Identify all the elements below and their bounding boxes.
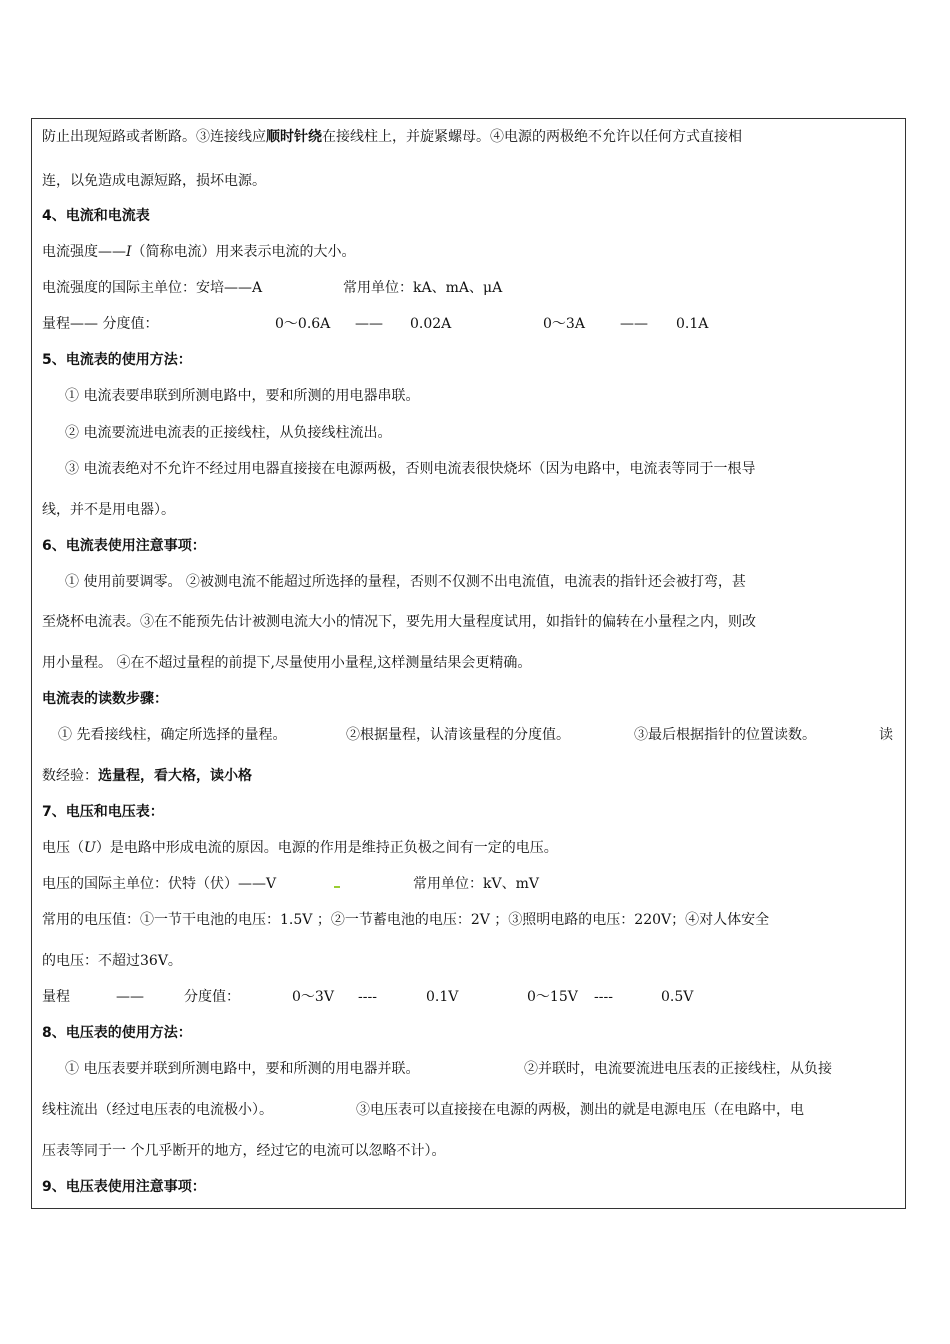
text-line: ① 电流表要串联到所测电路中，要和所测的用电器串联。: [65, 388, 420, 404]
text-line: 电压的国际主单位：伏特（伏）——V: [42, 876, 277, 892]
text-line: [42, 242, 356, 262]
text-line: 量程—— 分度值：: [42, 316, 159, 332]
text-span: ① 先看接线柱，确定所选择的量程。: [58, 727, 287, 743]
text-line: [42, 838, 558, 858]
text-line: [42, 127, 742, 147]
text-line: 连，以免造成电源短路，损坏电源。: [42, 173, 266, 189]
section-heading-6: 6、电流表使用注意事项：: [42, 538, 206, 554]
dash: ----: [358, 989, 377, 1005]
dash: ——: [355, 316, 383, 332]
range-value: 0～3A: [543, 316, 585, 332]
symbol-italic: I: [126, 244, 132, 260]
text-line: ① 电压表要并联到所测电路中，要和所测的用电器并联。: [65, 1061, 420, 1077]
text-line: 线，并不是用电器）。: [42, 502, 175, 518]
text-span: 量程: [42, 989, 70, 1005]
text-span: ②根据量程，认清该量程的分度值。: [346, 727, 570, 743]
text-span: （简称电流）用来表示电流的大小。: [131, 244, 356, 260]
text-span: ③最后根据指针的位置读数。: [634, 727, 816, 743]
text-line: [42, 766, 252, 786]
text-span: 电流强度——: [42, 244, 126, 260]
text-span: 数经验：: [42, 768, 98, 784]
text-line: 至烧杯电流表。③在不能预先估计被测电流大小的情况下，要先用大量程度试用，如指针的偏转在小量程之内，则改: [42, 614, 756, 630]
section-heading-7: 7、电压和电压表：: [42, 804, 164, 820]
text-span: 分度值：: [184, 989, 240, 1005]
text-line: 用小量程。 ④在不超过量程的前提下,尽量使用小量程,这样测量结果会更精确。: [42, 655, 532, 671]
section-heading-9: 9、电压表使用注意事项：: [42, 1179, 206, 1195]
text-span: ③电压表可以直接接在电源的两极，测出的就是电源电压（在电路中，电: [356, 1102, 804, 1118]
range-value: 0～3V: [292, 989, 334, 1005]
symbol-italic: U: [84, 840, 96, 856]
text-line: [42, 278, 262, 298]
bold-text: 顺时针绕: [266, 129, 322, 145]
dash: ——: [116, 989, 144, 1005]
section-heading-5: 5、电流表的使用方法：: [42, 352, 192, 368]
cursor-mark: [334, 886, 340, 888]
text-span: 在接线柱上，并旋紧螺母。④电源的两极绝不允许以任何方式直接相: [322, 129, 742, 145]
division-value: 0.5V: [661, 989, 694, 1005]
range-value: 0～15V: [527, 989, 578, 1005]
text-span: 常用单位：kV、mV: [413, 876, 539, 892]
text-span: 常用单位：kA、mA、μA: [343, 280, 503, 296]
text-span: ②并联时，电流要流进电压表的正接线柱，从负接: [524, 1061, 832, 1077]
text-span: ）是电路中形成电流的原因。电源的作用是维持正负极之间有一定的电压。: [95, 840, 558, 856]
text-line: ③ 电流表绝对不允许不经过用电器直接接在电源两极，否则电流表很快烧坏（因为电路中，电流表等同于一根导: [65, 461, 756, 477]
text-span: 读: [879, 727, 893, 743]
text-span: 防止出现短路或者断路。③连接线应: [42, 129, 266, 145]
section-heading-4: 4、电流和电流表: [42, 208, 150, 224]
text-span: 电压（: [42, 840, 84, 856]
division-value: 0.1V: [426, 989, 459, 1005]
section-heading-8: 8、电压表的使用方法：: [42, 1025, 192, 1041]
text-span: 电流强度的国际主单位：安培——A: [42, 280, 263, 296]
text-line: ② 电流要流进电流表的正接线柱，从负接线柱流出。: [65, 425, 392, 441]
text-line: 的电压：不超过36V。: [42, 953, 182, 969]
dash: ——: [620, 316, 648, 332]
bold-text: 选量程，看大格，读小格: [98, 768, 252, 784]
dash: ----: [594, 989, 613, 1005]
text-line: ① 使用前要调零。 ②被测电流不能超过所选择的量程，否则不仅测不出电流值，电流表的指针还会被打弯，甚: [65, 574, 746, 590]
text-line: 压表等同于一 个几乎断开的地方，经过它的电流可以忽略不计）。: [42, 1143, 446, 1159]
division-value: 0.1A: [676, 316, 709, 332]
text-line: 线柱流出（经过电压表的电流极小）。: [42, 1102, 273, 1118]
range-value: 0～0.6A: [275, 316, 331, 332]
section-heading-reading: 电流表的读数步骤：: [42, 691, 168, 707]
division-value: 0.02A: [410, 316, 452, 332]
text-line: 常用的电压值：①一节干电池的电压：1.5V ；②一节蓄电池的电压：2V ；③照明电路的电压：220V；④对人体安全: [42, 912, 770, 928]
